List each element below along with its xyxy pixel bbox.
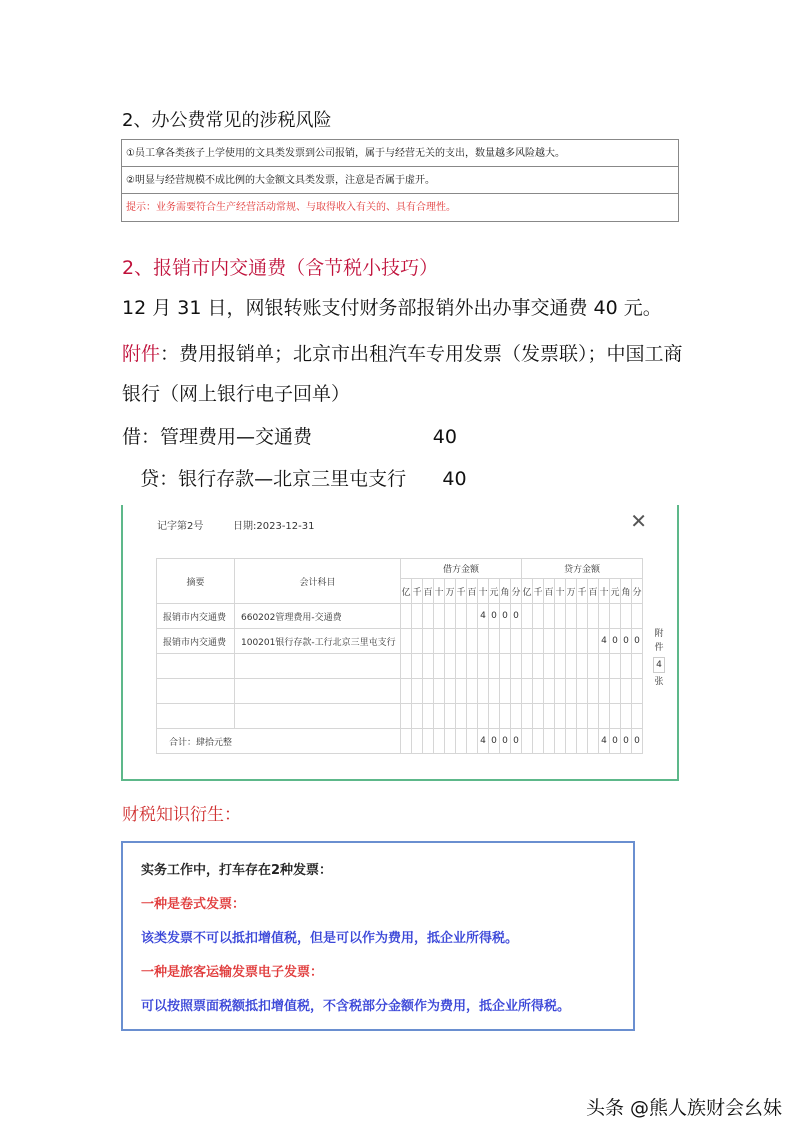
- amount-digit: [423, 654, 434, 679]
- watermark: 头条 @熊人族财会幺妹: [585, 1097, 782, 1119]
- amount-digit: [434, 679, 445, 704]
- amount-digit: [434, 629, 445, 654]
- credit-entry: 贷：银行存款—北京三里屯支行 40: [122, 468, 467, 490]
- summary-cell[interactable]: [157, 704, 235, 729]
- amount-digit: [522, 604, 533, 629]
- table-row: [157, 629, 643, 654]
- amount-digit: [500, 629, 511, 654]
- unit-header: 亿: [522, 579, 533, 604]
- total-digit: [522, 729, 533, 754]
- summary-cell[interactable]: 报销市内交通费: [157, 629, 235, 654]
- amount-digit: [456, 654, 467, 679]
- unit-header: 分: [511, 579, 522, 604]
- amount-digit: [632, 604, 643, 629]
- total-digit: [456, 729, 467, 754]
- amount-digit: [533, 604, 544, 629]
- amount-digit: [632, 679, 643, 704]
- amount-digit: [467, 704, 478, 729]
- amount-digit: [445, 629, 456, 654]
- amount-digit: [511, 654, 522, 679]
- close-icon[interactable]: ✕: [630, 509, 647, 533]
- amount-digit: [621, 654, 632, 679]
- amount-digit: [434, 654, 445, 679]
- amount-digit: [632, 654, 643, 679]
- total-digit: [434, 729, 445, 754]
- amount-digit: [467, 654, 478, 679]
- attachment-label: 附件: [122, 343, 161, 365]
- account-cell[interactable]: 100201银行存款-工行北京三里屯支行: [235, 629, 401, 654]
- amount-digit: [555, 629, 566, 654]
- amount-digit: [588, 629, 599, 654]
- amount-digit: [610, 679, 621, 704]
- amount-digit: [555, 604, 566, 629]
- unit-header: 百: [588, 579, 599, 604]
- table-row: [157, 679, 643, 704]
- amount-digit: [533, 704, 544, 729]
- unit-header: 百: [423, 579, 434, 604]
- amount-digit: [555, 654, 566, 679]
- amount-digit: [412, 704, 423, 729]
- total-digit: 0: [632, 729, 643, 754]
- attachment-text: ：费用报销单；北京市出租汽车专用发票（发票联）；中国工商: [160, 343, 683, 365]
- total-digit: [423, 729, 434, 754]
- amount-digit: [522, 654, 533, 679]
- amount-digit: [456, 629, 467, 654]
- amount-digit: [599, 654, 610, 679]
- account-cell[interactable]: 660202管理费用-交通费: [235, 604, 401, 629]
- amount-digit: [489, 629, 500, 654]
- amount-digit: 4: [599, 629, 610, 654]
- amount-digit: 4: [478, 604, 489, 629]
- unit-header: 角: [500, 579, 511, 604]
- risk-table: [121, 139, 679, 222]
- amount-digit: [434, 604, 445, 629]
- paragraph-line: 12 月 31 日，网银转账支付财务部报销外出办事交通费 40 元。: [122, 297, 662, 319]
- amount-digit: [478, 679, 489, 704]
- amount-digit: 0: [511, 604, 522, 629]
- unit-header: 元: [610, 579, 621, 604]
- voucher-screenshot: [121, 505, 679, 781]
- amount-digit: [533, 679, 544, 704]
- total-digit: [566, 729, 577, 754]
- amount-digit: [621, 679, 632, 704]
- unit-header: 元: [489, 579, 500, 604]
- total-digit: 4: [599, 729, 610, 754]
- amount-digit: [467, 679, 478, 704]
- amount-digit: [434, 704, 445, 729]
- total-digit: [412, 729, 423, 754]
- col-debit: 借方金额: [401, 559, 522, 579]
- summary-cell[interactable]: [157, 654, 235, 679]
- amount-digit: [522, 679, 533, 704]
- amount-digit: [577, 629, 588, 654]
- amount-digit: [511, 629, 522, 654]
- amount-digit: [445, 679, 456, 704]
- account-cell[interactable]: [235, 679, 401, 704]
- account-cell[interactable]: [235, 654, 401, 679]
- amount-digit: [423, 704, 434, 729]
- amount-digit: [478, 654, 489, 679]
- total-digit: [445, 729, 456, 754]
- col-summary: 摘要: [157, 559, 235, 604]
- knowledge-line: 实务工作中，打车存在2种发票：: [141, 863, 333, 878]
- attachment-line: [122, 339, 683, 366]
- paragraph-line: 银行（网上银行电子回单）: [122, 383, 351, 405]
- amount-digit: [621, 704, 632, 729]
- amount-digit: [445, 654, 456, 679]
- sub-heading: 2、报销市内交通费（含节税小技巧）: [122, 257, 439, 279]
- amount-digit: [544, 629, 555, 654]
- amount-digit: [599, 604, 610, 629]
- unit-header: 亿: [401, 579, 412, 604]
- amount-digit: [489, 704, 500, 729]
- amount-digit: [544, 679, 555, 704]
- section-heading: 2、办公费常见的涉税风险: [122, 110, 332, 131]
- amount-digit: [533, 654, 544, 679]
- amount-digit: [566, 604, 577, 629]
- total-digit: 4: [478, 729, 489, 754]
- amount-digit: [401, 604, 412, 629]
- amount-digit: 0: [489, 604, 500, 629]
- debit-entry: 借：管理费用—交通费 40: [122, 426, 457, 448]
- knowledge-line: 一种是卷式发票：: [141, 897, 246, 912]
- amount-digit: [423, 604, 434, 629]
- amount-digit: [610, 704, 621, 729]
- knowledge-box: [121, 841, 635, 1031]
- knowledge-line: 该类发票不可以抵扣增值税，但是可以作为费用，抵企业所得税。: [141, 931, 519, 946]
- unit-header: 千: [577, 579, 588, 604]
- amount-digit: [555, 704, 566, 729]
- col-account: 会计科目: [235, 559, 401, 604]
- amount-digit: [599, 704, 610, 729]
- amount-digit: [621, 604, 632, 629]
- total-label: 合计：肆拾元整: [157, 729, 401, 754]
- amount-digit: [522, 629, 533, 654]
- unit-header: 万: [566, 579, 577, 604]
- total-digit: [555, 729, 566, 754]
- unit-header: 十: [434, 579, 445, 604]
- amount-digit: [401, 704, 412, 729]
- amount-digit: [456, 604, 467, 629]
- unit-header: 万: [445, 579, 456, 604]
- unit-header: 分: [632, 579, 643, 604]
- amount-digit: [445, 704, 456, 729]
- amount-digit: [478, 629, 489, 654]
- voucher-date: 日期:2023-12-31: [233, 521, 315, 532]
- knowledge-line: 可以按照票面税额抵扣增值税，不含税部分金额作为费用，抵企业所得税。: [141, 999, 571, 1014]
- unit-header: 十: [478, 579, 489, 604]
- amount-digit: [500, 679, 511, 704]
- amount-digit: [401, 629, 412, 654]
- amount-digit: [588, 704, 599, 729]
- amount-digit: [533, 629, 544, 654]
- amount-digit: [555, 679, 566, 704]
- total-digit: 0: [489, 729, 500, 754]
- amount-digit: [500, 654, 511, 679]
- amount-digit: [456, 679, 467, 704]
- amount-digit: [412, 679, 423, 704]
- risk-row: ①员工拿各类孩子上学使用的文具类发票到公司报销，属于与经营无关的支出，数量越多风险越大。: [122, 140, 678, 167]
- amount-digit: [544, 604, 555, 629]
- unit-header: 千: [456, 579, 467, 604]
- amount-digit: [467, 604, 478, 629]
- amount-digit: [566, 704, 577, 729]
- amount-digit: [412, 604, 423, 629]
- knowledge-line: 一种是旅客运输发票电子发票：: [141, 965, 324, 980]
- amount-digit: [566, 679, 577, 704]
- voucher-number: 记字第2号: [157, 521, 204, 532]
- total-digit: [533, 729, 544, 754]
- amount-digit: 0: [632, 629, 643, 654]
- amount-digit: [467, 629, 478, 654]
- unit-header: 千: [412, 579, 423, 604]
- amount-digit: [401, 654, 412, 679]
- amount-digit: [577, 654, 588, 679]
- unit-header: 角: [621, 579, 632, 604]
- amount-digit: [599, 679, 610, 704]
- col-credit: 贷方金额: [522, 559, 643, 579]
- total-row: [157, 729, 643, 754]
- amount-digit: [489, 654, 500, 679]
- amount-digit: [610, 604, 621, 629]
- unit-header: 十: [599, 579, 610, 604]
- risk-tip-row: 提示：业务需要符合生产经营活动常规、与取得收入有关的、具有合理性。: [126, 202, 456, 213]
- amount-digit: [445, 604, 456, 629]
- amount-digit: [566, 629, 577, 654]
- total-digit: [577, 729, 588, 754]
- amount-digit: [401, 679, 412, 704]
- table-row: [157, 604, 643, 629]
- knowledge-heading: 财税知识衍生：: [122, 805, 241, 825]
- total-digit: [588, 729, 599, 754]
- total-digit: 0: [511, 729, 522, 754]
- amount-digit: [588, 679, 599, 704]
- amount-digit: [577, 604, 588, 629]
- attachment-count: 附 件 4 张: [654, 629, 664, 687]
- total-digit: [467, 729, 478, 754]
- unit-header: 千: [533, 579, 544, 604]
- summary-cell[interactable]: [157, 679, 235, 704]
- total-digit: 0: [610, 729, 621, 754]
- amount-digit: 0: [610, 629, 621, 654]
- amount-digit: [412, 654, 423, 679]
- amount-digit: [478, 704, 489, 729]
- amount-digit: [610, 654, 621, 679]
- amount-digit: [577, 704, 588, 729]
- amount-digit: [489, 679, 500, 704]
- total-digit: 0: [500, 729, 511, 754]
- account-cell[interactable]: [235, 704, 401, 729]
- total-digit: [544, 729, 555, 754]
- amount-digit: [522, 704, 533, 729]
- amount-digit: [588, 604, 599, 629]
- amount-digit: 0: [500, 604, 511, 629]
- amount-digit: [511, 679, 522, 704]
- risk-row: ②明显与经营规模不成比例的大金额文具类发票，注意是否属于虚开。: [122, 167, 678, 194]
- amount-digit: [500, 704, 511, 729]
- amount-digit: [632, 704, 643, 729]
- unit-header: 百: [544, 579, 555, 604]
- amount-digit: [423, 629, 434, 654]
- total-digit: 0: [621, 729, 632, 754]
- table-row: [157, 654, 643, 679]
- amount-digit: [577, 679, 588, 704]
- amount-digit: [511, 704, 522, 729]
- voucher-table: [156, 558, 643, 754]
- amount-digit: [412, 629, 423, 654]
- summary-cell[interactable]: 报销市内交通费: [157, 604, 235, 629]
- amount-digit: [423, 679, 434, 704]
- amount-digit: [566, 654, 577, 679]
- amount-digit: 0: [621, 629, 632, 654]
- amount-digit: [456, 704, 467, 729]
- total-digit: [401, 729, 412, 754]
- unit-header: 十: [555, 579, 566, 604]
- amount-digit: [544, 704, 555, 729]
- amount-digit: [544, 654, 555, 679]
- table-row: [157, 704, 643, 729]
- amount-digit: [588, 654, 599, 679]
- unit-header: 百: [467, 579, 478, 604]
